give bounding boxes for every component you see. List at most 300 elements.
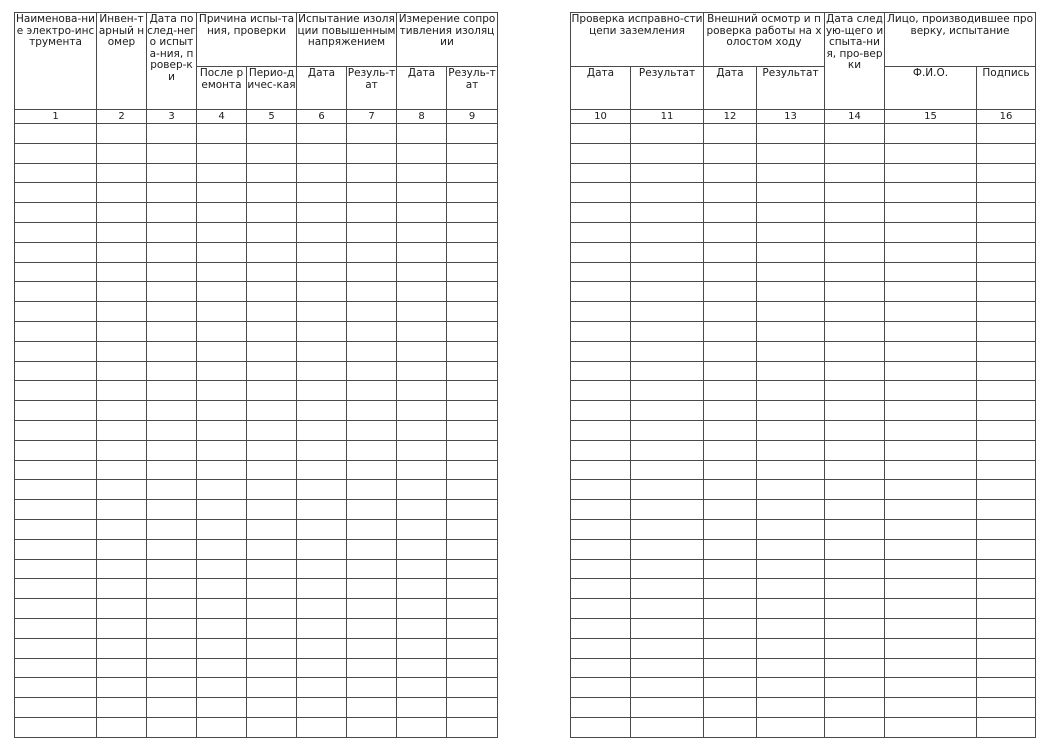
table-cell bbox=[15, 420, 97, 440]
table-cell bbox=[757, 618, 825, 638]
table-cell bbox=[297, 124, 347, 144]
table-cell bbox=[247, 717, 297, 737]
table-cell bbox=[447, 519, 498, 539]
table-cell bbox=[977, 222, 1036, 242]
table-row bbox=[15, 282, 498, 302]
table-cell bbox=[197, 599, 247, 619]
table-row bbox=[571, 559, 1036, 579]
table-cell bbox=[977, 500, 1036, 520]
table-cell bbox=[297, 539, 347, 559]
table-cell bbox=[247, 658, 297, 678]
table-cell bbox=[15, 519, 97, 539]
table-cell bbox=[347, 124, 397, 144]
table-cell bbox=[447, 618, 498, 638]
table-cell bbox=[197, 440, 247, 460]
table-cell bbox=[757, 717, 825, 737]
table-cell bbox=[97, 717, 147, 737]
header-resistance-result: Резуль-тат bbox=[447, 67, 498, 110]
table-cell bbox=[147, 440, 197, 460]
table-cell bbox=[704, 618, 757, 638]
table-cell bbox=[397, 183, 447, 203]
table-cell bbox=[571, 183, 631, 203]
table-cell bbox=[571, 321, 631, 341]
table-cell bbox=[347, 361, 397, 381]
table-cell bbox=[297, 678, 347, 698]
table-cell bbox=[97, 440, 147, 460]
table-cell bbox=[704, 143, 757, 163]
table-cell bbox=[885, 163, 977, 183]
table-cell bbox=[977, 282, 1036, 302]
table-cell bbox=[297, 183, 347, 203]
table-cell bbox=[347, 638, 397, 658]
table-cell bbox=[825, 302, 885, 322]
table-cell bbox=[704, 163, 757, 183]
table-cell bbox=[347, 717, 397, 737]
table-cell bbox=[825, 124, 885, 144]
table-cell bbox=[885, 203, 977, 223]
table-cell bbox=[447, 341, 498, 361]
table-cell bbox=[197, 460, 247, 480]
table-cell bbox=[885, 401, 977, 421]
table-cell bbox=[757, 183, 825, 203]
table-cell bbox=[197, 717, 247, 737]
table-cell bbox=[571, 618, 631, 638]
table-row bbox=[15, 143, 498, 163]
table-cell bbox=[825, 717, 885, 737]
table-cell bbox=[197, 381, 247, 401]
table-cell bbox=[977, 717, 1036, 737]
table-cell bbox=[885, 717, 977, 737]
table-cell bbox=[397, 124, 447, 144]
table-row bbox=[571, 658, 1036, 678]
table-cell bbox=[825, 282, 885, 302]
table-cell bbox=[197, 698, 247, 718]
table-cell bbox=[297, 381, 347, 401]
table-cell bbox=[704, 460, 757, 480]
table-row bbox=[15, 579, 498, 599]
table-cell bbox=[247, 579, 297, 599]
table-row bbox=[571, 124, 1036, 144]
header-inventory-number: Инвен-тарный номер bbox=[97, 13, 147, 110]
table-cell bbox=[247, 124, 297, 144]
table-cell bbox=[15, 579, 97, 599]
table-row bbox=[571, 143, 1036, 163]
table-cell bbox=[247, 480, 297, 500]
table-cell bbox=[885, 599, 977, 619]
table-cell bbox=[97, 361, 147, 381]
header-grounding-result: Результат bbox=[631, 67, 704, 110]
table-cell bbox=[247, 361, 297, 381]
table-cell bbox=[197, 282, 247, 302]
table-cell bbox=[757, 381, 825, 401]
table-cell bbox=[447, 163, 498, 183]
table-cell bbox=[885, 658, 977, 678]
table-cell bbox=[247, 638, 297, 658]
table-cell bbox=[397, 321, 447, 341]
column-number: 5 bbox=[247, 110, 297, 124]
table-cell bbox=[885, 678, 977, 698]
table-cell bbox=[197, 361, 247, 381]
column-number: 13 bbox=[757, 110, 825, 124]
table-cell bbox=[631, 341, 704, 361]
table-cell bbox=[197, 321, 247, 341]
table-cell bbox=[247, 678, 297, 698]
table-cell bbox=[347, 242, 397, 262]
table-cell bbox=[825, 500, 885, 520]
table-cell bbox=[977, 440, 1036, 460]
table-cell bbox=[347, 658, 397, 678]
table-cell bbox=[147, 124, 197, 144]
table-cell bbox=[15, 242, 97, 262]
table-cell bbox=[397, 559, 447, 579]
table-cell bbox=[15, 262, 97, 282]
table-cell bbox=[97, 519, 147, 539]
table-cell bbox=[15, 539, 97, 559]
table-cell bbox=[977, 539, 1036, 559]
table-cell bbox=[147, 401, 197, 421]
table-cell bbox=[825, 678, 885, 698]
table-cell bbox=[97, 381, 147, 401]
table-cell bbox=[571, 361, 631, 381]
table-cell bbox=[147, 460, 197, 480]
table-cell bbox=[247, 401, 297, 421]
table-cell bbox=[885, 242, 977, 262]
table-cell bbox=[447, 321, 498, 341]
table-cell bbox=[885, 460, 977, 480]
table-cell bbox=[15, 559, 97, 579]
table-cell bbox=[631, 460, 704, 480]
table-row bbox=[15, 222, 498, 242]
table-row bbox=[15, 678, 498, 698]
table-cell bbox=[571, 222, 631, 242]
table-cell bbox=[297, 163, 347, 183]
column-number: 4 bbox=[197, 110, 247, 124]
table-cell bbox=[704, 519, 757, 539]
column-number: 10 bbox=[571, 110, 631, 124]
table-cell bbox=[704, 222, 757, 242]
table-cell bbox=[15, 282, 97, 302]
table-cell bbox=[247, 143, 297, 163]
table-cell bbox=[704, 361, 757, 381]
table-cell bbox=[147, 500, 197, 520]
table-cell bbox=[977, 203, 1036, 223]
table-cell bbox=[397, 717, 447, 737]
table-cell bbox=[297, 302, 347, 322]
table-cell bbox=[347, 143, 397, 163]
table-cell bbox=[247, 163, 297, 183]
table-cell bbox=[297, 401, 347, 421]
header-periodic: Перио-дичес-кая bbox=[247, 67, 297, 110]
table-cell bbox=[247, 539, 297, 559]
table-cell bbox=[757, 579, 825, 599]
table-cell bbox=[147, 519, 197, 539]
table-cell bbox=[825, 440, 885, 460]
table-cell bbox=[247, 282, 297, 302]
table-cell bbox=[704, 440, 757, 460]
table-cell bbox=[977, 361, 1036, 381]
table-cell bbox=[977, 420, 1036, 440]
table-cell bbox=[297, 143, 347, 163]
table-cell bbox=[297, 420, 347, 440]
table-cell bbox=[704, 282, 757, 302]
header-next-test-date: Дата следую-щего испыта-ния, про-верки bbox=[825, 13, 885, 110]
table-cell bbox=[631, 124, 704, 144]
table-row bbox=[571, 440, 1036, 460]
table-cell bbox=[147, 559, 197, 579]
table-cell bbox=[571, 539, 631, 559]
right-page bbox=[570, 12, 1036, 738]
left-page bbox=[14, 12, 498, 738]
table-cell bbox=[571, 460, 631, 480]
table-cell bbox=[97, 282, 147, 302]
table-cell bbox=[757, 658, 825, 678]
table-cell bbox=[447, 262, 498, 282]
table-cell bbox=[297, 460, 347, 480]
table-cell bbox=[397, 618, 447, 638]
table-cell bbox=[197, 124, 247, 144]
table-cell bbox=[631, 638, 704, 658]
table-cell bbox=[704, 539, 757, 559]
table-cell bbox=[704, 183, 757, 203]
table-cell bbox=[977, 262, 1036, 282]
table-cell bbox=[347, 599, 397, 619]
table-cell bbox=[15, 500, 97, 520]
table-cell bbox=[885, 183, 977, 203]
table-cell bbox=[571, 203, 631, 223]
table-cell bbox=[757, 262, 825, 282]
table-cell bbox=[147, 717, 197, 737]
table-cell bbox=[977, 163, 1036, 183]
table-cell bbox=[631, 519, 704, 539]
table-cell bbox=[197, 222, 247, 242]
table-row bbox=[15, 183, 498, 203]
table-row bbox=[571, 341, 1036, 361]
table-cell bbox=[397, 698, 447, 718]
table-cell bbox=[447, 242, 498, 262]
table-cell bbox=[397, 222, 447, 242]
table-cell bbox=[347, 321, 397, 341]
right-journal-table bbox=[570, 12, 1036, 738]
table-cell bbox=[397, 440, 447, 460]
table-row bbox=[571, 282, 1036, 302]
table-cell bbox=[704, 678, 757, 698]
table-cell bbox=[825, 381, 885, 401]
table-cell bbox=[631, 539, 704, 559]
table-cell bbox=[97, 500, 147, 520]
table-cell bbox=[825, 420, 885, 440]
table-cell bbox=[825, 658, 885, 678]
header-grounding-date: Дата bbox=[571, 67, 631, 110]
table-cell bbox=[825, 183, 885, 203]
table-cell bbox=[15, 658, 97, 678]
table-cell bbox=[704, 203, 757, 223]
table-cell bbox=[825, 460, 885, 480]
table-cell bbox=[704, 302, 757, 322]
table-cell bbox=[97, 658, 147, 678]
column-number: 11 bbox=[631, 110, 704, 124]
table-cell bbox=[885, 519, 977, 539]
table-cell bbox=[15, 143, 97, 163]
table-cell bbox=[15, 638, 97, 658]
table-cell bbox=[97, 401, 147, 421]
table-cell bbox=[97, 222, 147, 242]
table-cell bbox=[347, 222, 397, 242]
table-cell bbox=[704, 638, 757, 658]
table-cell bbox=[297, 480, 347, 500]
table-cell bbox=[977, 381, 1036, 401]
table-cell bbox=[571, 242, 631, 262]
table-cell bbox=[247, 599, 297, 619]
table-cell bbox=[147, 658, 197, 678]
table-cell bbox=[977, 519, 1036, 539]
table-cell bbox=[571, 638, 631, 658]
table-cell bbox=[297, 203, 347, 223]
header-last-test-date: Дата послед-него испыта-ния, провер-ки bbox=[147, 13, 197, 110]
table-cell bbox=[977, 678, 1036, 698]
table-row bbox=[571, 519, 1036, 539]
table-cell bbox=[15, 302, 97, 322]
table-cell bbox=[297, 618, 347, 638]
table-cell bbox=[757, 203, 825, 223]
table-cell bbox=[397, 480, 447, 500]
table-cell bbox=[631, 500, 704, 520]
table-row bbox=[15, 203, 498, 223]
table-cell bbox=[631, 381, 704, 401]
table-cell bbox=[447, 460, 498, 480]
table-cell bbox=[631, 262, 704, 282]
table-cell bbox=[147, 638, 197, 658]
table-cell bbox=[247, 559, 297, 579]
table-cell bbox=[704, 124, 757, 144]
table-cell bbox=[147, 361, 197, 381]
table-cell bbox=[197, 519, 247, 539]
table-cell bbox=[347, 282, 397, 302]
table-cell bbox=[757, 124, 825, 144]
table-cell bbox=[347, 183, 397, 203]
table-cell bbox=[631, 302, 704, 322]
table-cell bbox=[297, 559, 347, 579]
table-cell bbox=[397, 420, 447, 440]
table-cell bbox=[447, 698, 498, 718]
table-cell bbox=[885, 579, 977, 599]
table-cell bbox=[347, 559, 397, 579]
table-cell bbox=[447, 222, 498, 242]
table-cell bbox=[247, 262, 297, 282]
table-row bbox=[15, 321, 498, 341]
table-cell bbox=[977, 341, 1036, 361]
table-cell bbox=[147, 618, 197, 638]
table-row bbox=[15, 361, 498, 381]
table-cell bbox=[97, 678, 147, 698]
table-cell bbox=[571, 420, 631, 440]
header-visual-inspection: Внешний осмотр и проверка работы на холостом ходу bbox=[704, 13, 825, 67]
table-cell bbox=[825, 262, 885, 282]
table-row bbox=[15, 124, 498, 144]
table-row bbox=[15, 539, 498, 559]
table-cell bbox=[885, 638, 977, 658]
table-cell bbox=[704, 420, 757, 440]
header-person-name: Ф.И.О. bbox=[885, 67, 977, 110]
table-cell bbox=[757, 321, 825, 341]
table-cell bbox=[885, 539, 977, 559]
table-cell bbox=[15, 341, 97, 361]
table-cell bbox=[757, 341, 825, 361]
table-cell bbox=[197, 163, 247, 183]
table-cell bbox=[825, 163, 885, 183]
table-cell bbox=[15, 321, 97, 341]
table-cell bbox=[571, 658, 631, 678]
table-cell bbox=[347, 519, 397, 539]
table-cell bbox=[197, 302, 247, 322]
table-row bbox=[571, 599, 1036, 619]
table-cell bbox=[97, 262, 147, 282]
table-cell bbox=[757, 519, 825, 539]
table-cell bbox=[977, 321, 1036, 341]
table-cell bbox=[297, 222, 347, 242]
column-number: 8 bbox=[397, 110, 447, 124]
table-cell bbox=[297, 361, 347, 381]
table-cell bbox=[297, 599, 347, 619]
table-cell bbox=[247, 222, 297, 242]
table-cell bbox=[15, 440, 97, 460]
table-cell bbox=[977, 638, 1036, 658]
table-cell bbox=[825, 361, 885, 381]
table-cell bbox=[571, 599, 631, 619]
table-cell bbox=[571, 440, 631, 460]
header-grounding-check: Проверка исправно-сти цепи заземления bbox=[571, 13, 704, 67]
table-row bbox=[15, 341, 498, 361]
table-cell bbox=[97, 143, 147, 163]
table-cell bbox=[825, 559, 885, 579]
table-row bbox=[15, 559, 498, 579]
table-cell bbox=[757, 539, 825, 559]
table-cell bbox=[147, 222, 197, 242]
table-cell bbox=[704, 262, 757, 282]
table-cell bbox=[825, 341, 885, 361]
table-cell bbox=[97, 460, 147, 480]
table-row bbox=[15, 440, 498, 460]
table-cell bbox=[15, 381, 97, 401]
table-cell bbox=[571, 717, 631, 737]
table-cell bbox=[825, 480, 885, 500]
table-cell bbox=[447, 143, 498, 163]
table-cell bbox=[247, 460, 297, 480]
table-cell bbox=[147, 678, 197, 698]
table-cell bbox=[631, 420, 704, 440]
table-cell bbox=[347, 539, 397, 559]
table-cell bbox=[247, 302, 297, 322]
table-cell bbox=[397, 460, 447, 480]
table-cell bbox=[571, 480, 631, 500]
table-cell bbox=[347, 618, 397, 638]
table-cell bbox=[97, 559, 147, 579]
table-cell bbox=[15, 698, 97, 718]
table-cell bbox=[297, 262, 347, 282]
table-cell bbox=[757, 698, 825, 718]
table-cell bbox=[977, 302, 1036, 322]
table-cell bbox=[147, 183, 197, 203]
header-test-reason: Причина испы-тания, проверки bbox=[197, 13, 297, 67]
table-cell bbox=[704, 381, 757, 401]
table-row bbox=[571, 717, 1036, 737]
table-cell bbox=[631, 401, 704, 421]
table-cell bbox=[447, 638, 498, 658]
table-cell bbox=[197, 262, 247, 282]
table-cell bbox=[147, 242, 197, 262]
table-row bbox=[15, 381, 498, 401]
table-cell bbox=[704, 579, 757, 599]
table-cell bbox=[397, 599, 447, 619]
